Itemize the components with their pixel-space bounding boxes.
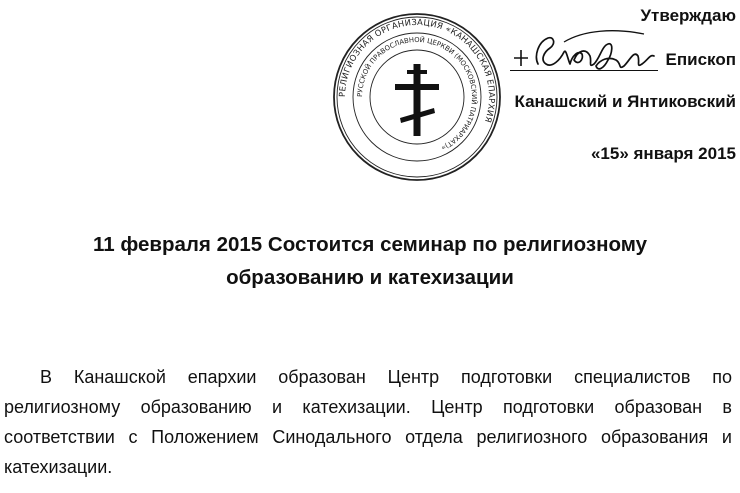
document-title: [0, 228, 740, 294]
diocese-seal: [332, 12, 502, 182]
title-line-1: 11 февраля 2015 Состоится семинар по религиозному: [92, 233, 648, 256]
approval-title: Епископ: [665, 50, 736, 69]
orthodox-cross-icon: [395, 64, 439, 136]
approval-heading: Утверждаю: [640, 6, 736, 25]
seal-inner-text: РУССКОЙ ПРАВОСЛАВНОЙ ЦЕРКВИ (МОСКОВСКИЙ ПАТРИАРХАТ)»: [355, 35, 479, 152]
approval-diocese: Канашский и Янтиковский: [514, 92, 736, 111]
paragraph-text: В Канашской епархии образован Центр подготовки специалистов по религиозному образованию и катехизации. Центр подготовки образован в соответствии с Положением Синодального отдела религиозного образования и катехизации.: [4, 367, 732, 477]
seal-outer-text: РЕЛИГИОЗНАЯ ОРГАНИЗАЦИЯ «КАНАШСКАЯ ЕПАРХИЯ: [336, 16, 498, 125]
title-line-2: образованию и катехизации: [226, 266, 514, 289]
approval-date: «15» января 2015: [590, 144, 736, 163]
signature-handwritten: [504, 20, 664, 80]
body-paragraph: [4, 362, 732, 482]
